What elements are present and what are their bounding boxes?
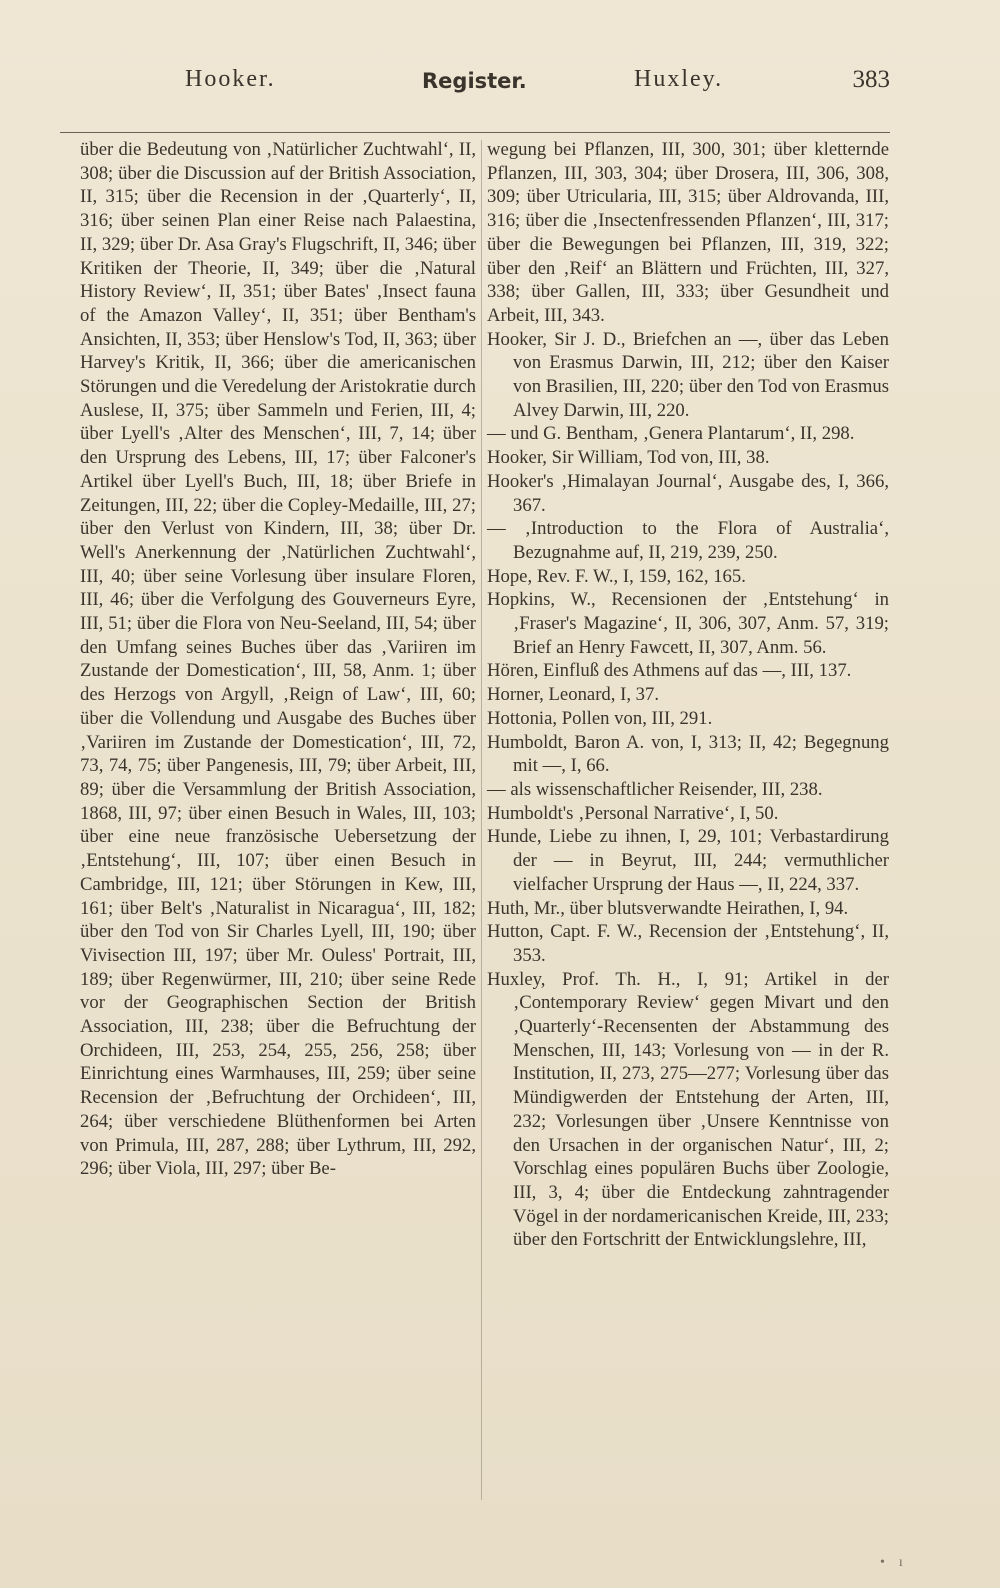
- header-rule: [60, 132, 890, 133]
- print-specks: • ı: [880, 1555, 903, 1570]
- index-entry: — als wissenschaftlicher Reisender, III, 238.: [487, 778, 823, 800]
- left-column: [80, 138, 476, 1181]
- index-entry-continuation: wegung bei Pflanzen, III, 300, 301; über kletternde Pflanzen, III, 303, 304; über Drosera, III, 306, 308, 309; über Utricularia, III, 315; über Aldrovanda, III, 316; über die ‚Insectenfressenden Pflanzen‘, III, 317; über die Bewegungen bei Pflanzen, III, 319, 322; über den ‚Reif‘ an Blättern und Früchten, III, 327, 338; über Gallen, III, 333; über Gesundheit und Arbeit, III, 343.: [487, 139, 889, 326]
- index-entry: Hooker, Sir William, Tod von, III, 38.: [487, 447, 770, 469]
- running-header: [60, 66, 890, 106]
- right-column: [487, 138, 889, 1252]
- index-entry: Hopkins, W., Recensionen der ‚Entstehung‘ in ‚Fraser's Magazine‘, II, 306, 307, Anm. 57, 319; Brief an Henry Fawcett, II, 307, Anm. 56.: [487, 589, 889, 658]
- index-entry: — ‚Introduction to the Flora of Australia‘, Bezugnahme auf, II, 219, 239, 250.: [487, 518, 889, 563]
- index-entry: Hope, Rev. F. W., I, 159, 162, 165.: [487, 565, 746, 587]
- header-right-keyword: Huxley.: [634, 66, 724, 92]
- index-entry: — und G. Bentham, ‚Genera Plantarum‘, II, 298.: [487, 423, 855, 445]
- index-entry: Humboldt's ‚Personal Narrative‘, I, 50.: [487, 802, 779, 824]
- index-entry-continuation: über die Bedeutung von ‚Natürlicher Zuchtwahl‘, II, 308; über die Discussion auf der British Association, II, 315; über die Recension in der ‚Quarterly‘, II, 316; über seinen Plan einer Reise nach Palaestina, II, 329; über Dr. Asa Gray's Flugschrift, II, 346; über Kritiken der Theorie, II, 349; über die ‚Natural History Review‘, II, 351; über Bates' ‚Insect fauna of the Amazon Valley‘, II, 351; über Bentham's Ansichten, II, 353; über Henslow's Tod, II, 363; über Harvey's Kritik, II, 366; über die americanischen Störungen und die Veredelung der Aristokratie durch Auslese, II, 375; über Sammeln und Ferien, III, 4; über Lyell's ‚Alter des Menschen‘, III, 7, 14; über den Ursprung des Lebens, III, 17; über Falconer's Artikel über Lyell's Buch, III, 18; über Briefe in Zeitungen, III, 22; über die Copley-Medaille, III, 27; über den Verlust von Kindern, III, 38; über Dr. Well's Anerkennung der ‚Natürlichen Zuchtwahl‘, III, 40; über seine Vorlesung über insulare Floren, III, 46; über die Verfolgung des Gouverneurs Eyre, III, 51; über die Flora von Neu-Seeland, III, 54; über den Umfang seines Buches über das ‚Variiren im Zustande der Domestication‘, III, 58, Anm. 1; über des Herzogs von Argyll, ‚Reign of Law‘, III, 60; über die Vollendung und Ausgabe des Buches über ‚Variiren im Zustande der Domestication‘, III, 72, 73, 74, 75; über Pangenesis, III, 79; über Arbeit, III, 89; über die Versammlung der British Association, 1868, III, 97; über einen Besuch in Wales, III, 103; über eine neue französische Uebersetzung der ‚Entstehung‘, III, 107; über einen Besuch in Cambridge, III, 121; über Störungen in Kew, III, 161; über Belt's ‚Naturalist in Nicaragua‘, III, 182; über den Tod von Sir Charles Lyell, III, 190; über Vivisection III, 197; über Mr. Ouless' Portrait, III, 189; über Regenwürmer, III, 210; über seine Rede vor der Geographischen Section der British Association, III, 238; über die Befruchtung der Orchideen, III, 253, 254, 255, 256, 258; über Einrichtung eines Warmhauses, III, 259; über seine Recension der ‚Befruchtung der Orchideen‘, III, 264; über verschiedene Blüthenformen bei Arten von Primula, III, 287, 288; über Lythrum, III, 292, 296; über Viola, III, 297; über Be-: [80, 139, 476, 1180]
- index-entry: Humboldt, Baron A. von, I, 313; II, 42; Begegnung mit —, I, 66.: [487, 731, 889, 777]
- index-entry: Hören, Einfluß des Athmens auf das —, III, 137.: [487, 660, 852, 682]
- index-entry: Hooker, Sir J. D., Briefchen an —, über das Leben von Erasmus Darwin, III, 212; über den Kaiser von Brasilien, III, 220; über den Tod von Erasmus Alvey Darwin, III, 220.: [487, 328, 889, 421]
- index-entry: Huxley, Prof. Th. H., I, 91; Artikel in der ‚Contemporary Review‘ gegen Mivart und den ‚Quarterly‘-Recensenten der Abstammung des Menschen, III, 143; Vorlesung von — in der R. Institution, II, 273, 275—277; Vorlesung über das Mündigwerden der Entstehung der Arten, III, 232; Vorlesungen über ‚Unsere Kenntnisse von den Ursachen in der organischen Natur‘, III, 2; Vorschlag eines populären Buchs über Zoologie, III, 3, 4; über die Entdeckung zahntragender Vögel in der nordamericanischen Kreide, III, 233; über den Fortschritt der Entwicklungslehre, III,: [487, 968, 889, 1251]
- index-entry: Horner, Leonard, I, 37.: [487, 684, 660, 706]
- index-entry: Hunde, Liebe zu ihnen, I, 29, 101; Verbastardirung der — in Beyrut, III, 244; vermuthlicher vielfacher Ursprung der Haus —, II, 224, 337.: [487, 826, 889, 895]
- index-entry: Hutton, Capt. F. W., Recension der ‚Entstehung‘, II, 353.: [487, 921, 889, 966]
- column-divider: [481, 140, 482, 1500]
- index-entry: Huth, Mr., über blutsverwandte Heirathen, I, 94.: [487, 897, 849, 919]
- index-entry: Hooker's ‚Himalayan Journal‘, Ausgabe des, I, 366, 367.: [487, 470, 889, 516]
- header-title: Register.: [422, 69, 527, 93]
- header-left-keyword: Hooker.: [185, 66, 276, 92]
- index-entry: Hottonia, Pollen von, III, 291.: [487, 707, 713, 729]
- page-number: 383: [852, 66, 890, 93]
